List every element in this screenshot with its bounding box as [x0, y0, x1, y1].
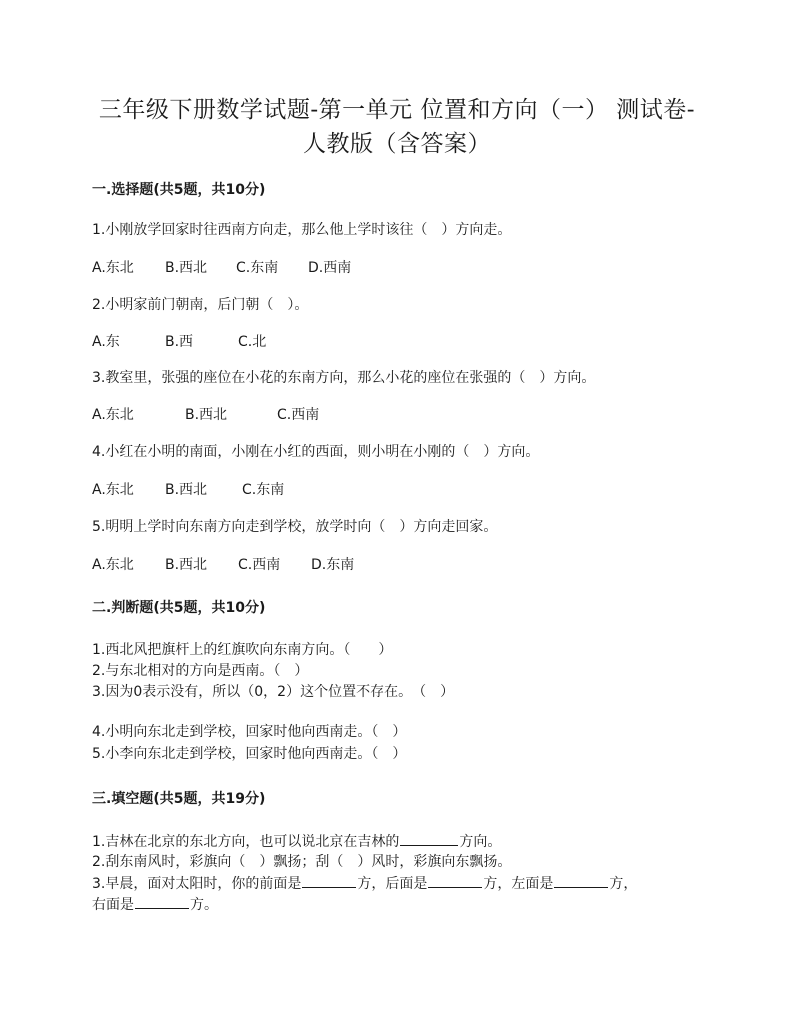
answer-blank[interactable] [135, 894, 189, 909]
fill-question-3-line-2 [92, 894, 218, 915]
answer-blank[interactable] [428, 873, 482, 888]
question-4-option-a: A.东北 [92, 482, 134, 498]
section-heading-choice: 一.选择题(共5题，共10分) [92, 182, 266, 198]
question-3-text: 3.教室里，张强的座位在小花的东南方向，那么小花的座位在张强的（ ）方向。 [92, 370, 596, 386]
fill-question-1 [92, 831, 501, 852]
question-1-option-a: A.东北 [92, 260, 134, 276]
judgement-item-3: 3.因为0表示没有，所以（0，2）这个位置不存在。 （ ） [92, 684, 455, 700]
question-5-text: 5.明明上学时向东南方向走到学校，放学时向（ ）方向走回家。 [92, 519, 498, 535]
question-1-option-d: D.西南 [308, 260, 352, 276]
fill-question-1-text-b: 方向。 [459, 834, 502, 850]
question-3-option-b: B.西北 [185, 407, 228, 423]
page-title-line-2: 人教版（含答案） [303, 131, 491, 157]
question-4-option-b: B.西北 [165, 482, 208, 498]
section-heading-judgement: 二.判断题(共5题，共10分) [92, 600, 266, 616]
question-2-option-a: A.东 [92, 334, 120, 350]
section-heading-fill-in: 三.填空题(共5题，共19分) [92, 791, 266, 807]
answer-blank[interactable] [400, 831, 458, 846]
fill-question-3-text-f: 方。 [190, 897, 218, 913]
fill-question-3-text-b: 方，后面是 [357, 876, 428, 892]
fill-question-3-text-d: 方， [609, 876, 638, 892]
judgement-item-1: 1.西北风把旗杆上的红旗吹向东南方向。（ ） [92, 642, 393, 658]
question-3-option-c: C.西南 [277, 407, 320, 423]
question-3-option-a: A.东北 [92, 407, 134, 423]
question-1-text: 1.小刚放学回家时往西南方向走，那么他上学时该往（ ）方向走。 [92, 222, 512, 238]
judgement-item-5: 5.小李向东北走到学校，回家时他向西南走。（ ） [92, 746, 407, 762]
fill-question-3-text-a: 3.早晨，面对太阳时，你的前面是 [92, 876, 302, 892]
question-2-text: 2.小明家前门朝南，后门朝（ ）。 [92, 297, 309, 313]
page-title-line-1: 三年级下册数学试题-第一单元 位置和方向（一） 测试卷- [98, 97, 696, 123]
fill-question-3-text-e: 右面是 [92, 897, 134, 913]
fill-question-1-text-a: 1.吉林在北京的东北方向，也可以说北京在吉林的 [92, 834, 400, 850]
question-1-option-c: C.东南 [236, 260, 279, 276]
question-1-option-b: B.西北 [165, 260, 208, 276]
fill-question-3-text-c: 方，左面是 [483, 876, 554, 892]
judgement-item-4: 4.小明向东北走到学校，回家时他向西南走。（ ） [92, 724, 407, 740]
judgement-item-2: 2.与东北相对的方向是西南。（ ） [92, 663, 309, 679]
fill-question-2: 2.刮东南风时，彩旗向（ ）飘扬；刮（ ）风时，彩旗向东飘扬。 [92, 854, 512, 870]
answer-blank[interactable] [554, 873, 608, 888]
question-5-option-c: C.西南 [238, 557, 281, 573]
answer-blank[interactable] [302, 873, 356, 888]
question-4-text: 4.小红在小明的南面，小刚在小红的西面，则小明在小刚的（ ）方向。 [92, 444, 540, 460]
question-2-option-c: C.北 [238, 334, 267, 350]
question-2-option-b: B.西 [165, 334, 194, 350]
fill-question-3-line-1 [92, 873, 637, 894]
question-4-option-c: C.东南 [242, 482, 285, 498]
question-5-option-a: A.东北 [92, 557, 134, 573]
question-5-option-d: D.东南 [311, 557, 355, 573]
question-5-option-b: B.西北 [165, 557, 208, 573]
